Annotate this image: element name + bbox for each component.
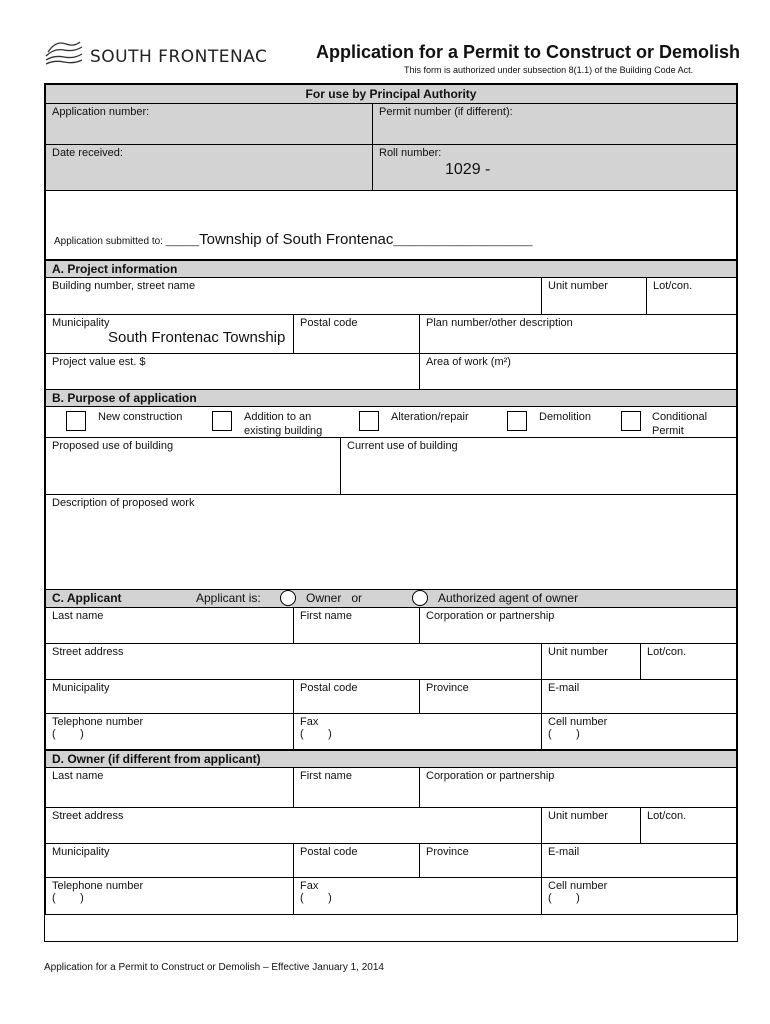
owner-radio[interactable]	[280, 590, 296, 606]
application-number-field[interactable]	[45, 103, 373, 145]
alteration-label: Alteration/repair	[391, 411, 469, 423]
postal-code-field[interactable]	[293, 314, 420, 354]
owner-email-label: E-mail	[548, 846, 580, 858]
owner-radio-label: Owner or	[306, 591, 363, 605]
roll-number-value: 1029 -	[445, 161, 491, 178]
applicant-first-name-label: First name	[300, 610, 352, 622]
applicant-is-label: Applicant is:	[196, 591, 261, 605]
agent-radio-label: Authorized agent of owner	[438, 591, 579, 605]
application-number-label: Application number:	[52, 106, 150, 118]
owner-lot-con-field[interactable]	[640, 807, 737, 844]
unit-number-label: Unit number	[548, 280, 608, 292]
section-d-heading: D. Owner (if different from applicant)	[45, 750, 737, 768]
owner-first-name-label: First name	[300, 770, 352, 782]
owner-municipality-field[interactable]	[45, 843, 294, 878]
applicant-cell-field[interactable]	[541, 713, 737, 750]
plan-number-field[interactable]	[419, 314, 737, 354]
applicant-cell-paren: ( )	[548, 728, 580, 740]
applicant-telephone-field[interactable]	[45, 713, 294, 750]
demolition-label: Demolition	[539, 411, 591, 423]
applicant-cell-label: Cell number	[548, 716, 608, 728]
unit-number-field[interactable]	[541, 277, 647, 315]
section-b-heading: B. Purpose of application	[45, 389, 737, 407]
permit-form	[44, 83, 738, 942]
submitted-to-label: Application submitted to: ______	[54, 236, 200, 247]
applicant-first-name-field[interactable]	[293, 607, 420, 644]
conditional-permit-label-line2: Permit	[652, 425, 684, 437]
date-received-field[interactable]	[45, 144, 373, 191]
applicant-corporation-field[interactable]	[419, 607, 737, 644]
owner-street-label: Street address	[52, 810, 124, 822]
addition-label-line2: existing building	[244, 425, 323, 437]
applicant-unit-label: Unit number	[548, 646, 608, 658]
plan-number-label: Plan number/other description	[426, 317, 573, 329]
agent-radio[interactable]	[412, 590, 428, 606]
owner-postal-field[interactable]	[293, 843, 420, 878]
owner-unit-label: Unit number	[548, 810, 608, 822]
area-of-work-label: Area of work (m²)	[426, 356, 511, 368]
authority-heading-text: For use by Principal Authority	[305, 87, 477, 101]
footer-text: Application for a Permit to Construct or Demolish – Effective January 1, 2014	[44, 962, 384, 973]
purpose-options-row	[45, 406, 737, 438]
lot-con-field[interactable]	[646, 277, 737, 315]
applicant-lot-con-label: Lot/con.	[647, 646, 687, 658]
logo-waves-icon	[44, 38, 84, 68]
applicant-lot-con-field[interactable]	[640, 643, 737, 680]
submitted-to-underline: _________________________	[393, 236, 533, 247]
logo	[44, 38, 284, 70]
building-street-field[interactable]	[45, 277, 542, 315]
applicant-street-label: Street address	[52, 646, 124, 658]
permit-number-label: Permit number (if different):	[379, 106, 513, 118]
section-c-heading	[45, 589, 737, 608]
owner-telephone-label: Telephone number	[52, 880, 144, 892]
alteration-checkbox[interactable]	[359, 411, 379, 431]
owner-cell-paren: ( )	[548, 892, 580, 904]
applicant-fax-paren: ( )	[300, 728, 332, 740]
applicant-fax-field[interactable]	[293, 713, 542, 750]
municipality-field[interactable]	[45, 314, 294, 354]
applicant-email-field[interactable]	[541, 679, 737, 714]
description-of-work-field[interactable]	[45, 494, 737, 590]
owner-street-field[interactable]	[45, 807, 542, 844]
owner-fax-label: Fax	[300, 880, 319, 892]
applicant-street-field[interactable]	[45, 643, 542, 680]
roll-number-label: Roll number:	[379, 147, 442, 159]
application-submitted-to-field[interactable]	[45, 190, 737, 260]
applicant-last-name-label: Last name	[52, 610, 104, 622]
section-a-heading: A. Project information	[45, 260, 737, 278]
proposed-use-label: Proposed use of building	[52, 440, 174, 452]
owner-province-label: Province	[426, 846, 469, 858]
conditional-permit-label-line1: Conditional	[652, 411, 708, 423]
addition-label-line1: Addition to an	[244, 411, 312, 423]
applicant-telephone-paren: ( )	[52, 728, 84, 740]
owner-telephone-paren: ( )	[52, 892, 84, 904]
applicant-municipality-label: Municipality	[52, 682, 110, 694]
permit-number-field[interactable]	[372, 103, 737, 145]
owner-email-field[interactable]	[541, 843, 737, 878]
submitted-to-value: Township of South Frontenac	[199, 231, 394, 248]
new-construction-checkbox[interactable]	[66, 411, 86, 431]
owner-unit-field[interactable]	[541, 807, 641, 844]
roll-number-field[interactable]	[372, 144, 737, 191]
applicant-postal-field[interactable]	[293, 679, 420, 714]
municipality-label: Municipality	[52, 317, 110, 329]
applicant-postal-label: Postal code	[300, 682, 358, 694]
current-use-label: Current use of building	[347, 440, 458, 452]
applicant-province-label: Province	[426, 682, 469, 694]
owner-cell-field[interactable]	[541, 877, 737, 915]
new-construction-label: New construction	[98, 411, 183, 423]
form-title: Application for a Permit to Construct or Demolish	[316, 42, 741, 62]
owner-first-name-field[interactable]	[293, 767, 420, 808]
owner-municipality-label: Municipality	[52, 846, 110, 858]
owner-postal-label: Postal code	[300, 846, 358, 858]
owner-fax-paren: ( )	[300, 892, 332, 904]
owner-lot-con-label: Lot/con.	[647, 810, 687, 822]
owner-last-name-field[interactable]	[45, 767, 294, 808]
postal-code-label: Postal code	[300, 317, 358, 329]
area-of-work-field[interactable]	[419, 353, 737, 390]
conditional-permit-checkbox[interactable]	[621, 411, 641, 431]
applicant-unit-field[interactable]	[541, 643, 641, 680]
owner-fax-field[interactable]	[293, 877, 542, 915]
form-subtitle: This form is authorized under subsection 8(1.1) of the Building Code Act.	[404, 65, 694, 75]
date-received-label: Date received:	[52, 147, 123, 159]
lot-con-label: Lot/con.	[653, 280, 693, 292]
owner-cell-label: Cell number	[548, 880, 608, 892]
addition-checkbox[interactable]	[212, 411, 232, 431]
project-value-field[interactable]	[45, 353, 420, 390]
authority-heading	[45, 84, 737, 104]
applicant-municipality-field[interactable]	[45, 679, 294, 714]
applicant-corporation-label: Corporation or partnership	[426, 610, 555, 622]
project-value-label: Project value est. $	[52, 356, 146, 368]
current-use-field[interactable]	[340, 437, 737, 495]
applicant-email-label: E-mail	[548, 682, 580, 694]
owner-corporation-field[interactable]	[419, 767, 737, 808]
owner-corporation-label: Corporation or partnership	[426, 770, 555, 782]
logo-text: SOUTH FRONTENAC	[90, 47, 268, 67]
section-c-title: C. Applicant	[52, 591, 122, 605]
proposed-use-field[interactable]	[45, 437, 341, 495]
owner-province-field[interactable]	[419, 843, 542, 878]
demolition-checkbox[interactable]	[507, 411, 527, 431]
applicant-province-field[interactable]	[419, 679, 542, 714]
municipality-value: South Frontenac Township	[108, 329, 286, 346]
owner-telephone-field[interactable]	[45, 877, 294, 915]
applicant-fax-label: Fax	[300, 716, 319, 728]
applicant-telephone-label: Telephone number	[52, 716, 144, 728]
owner-last-name-label: Last name	[52, 770, 104, 782]
applicant-last-name-field[interactable]	[45, 607, 294, 644]
description-label: Description of proposed work	[52, 497, 195, 509]
building-street-label: Building number, street name	[52, 280, 196, 292]
